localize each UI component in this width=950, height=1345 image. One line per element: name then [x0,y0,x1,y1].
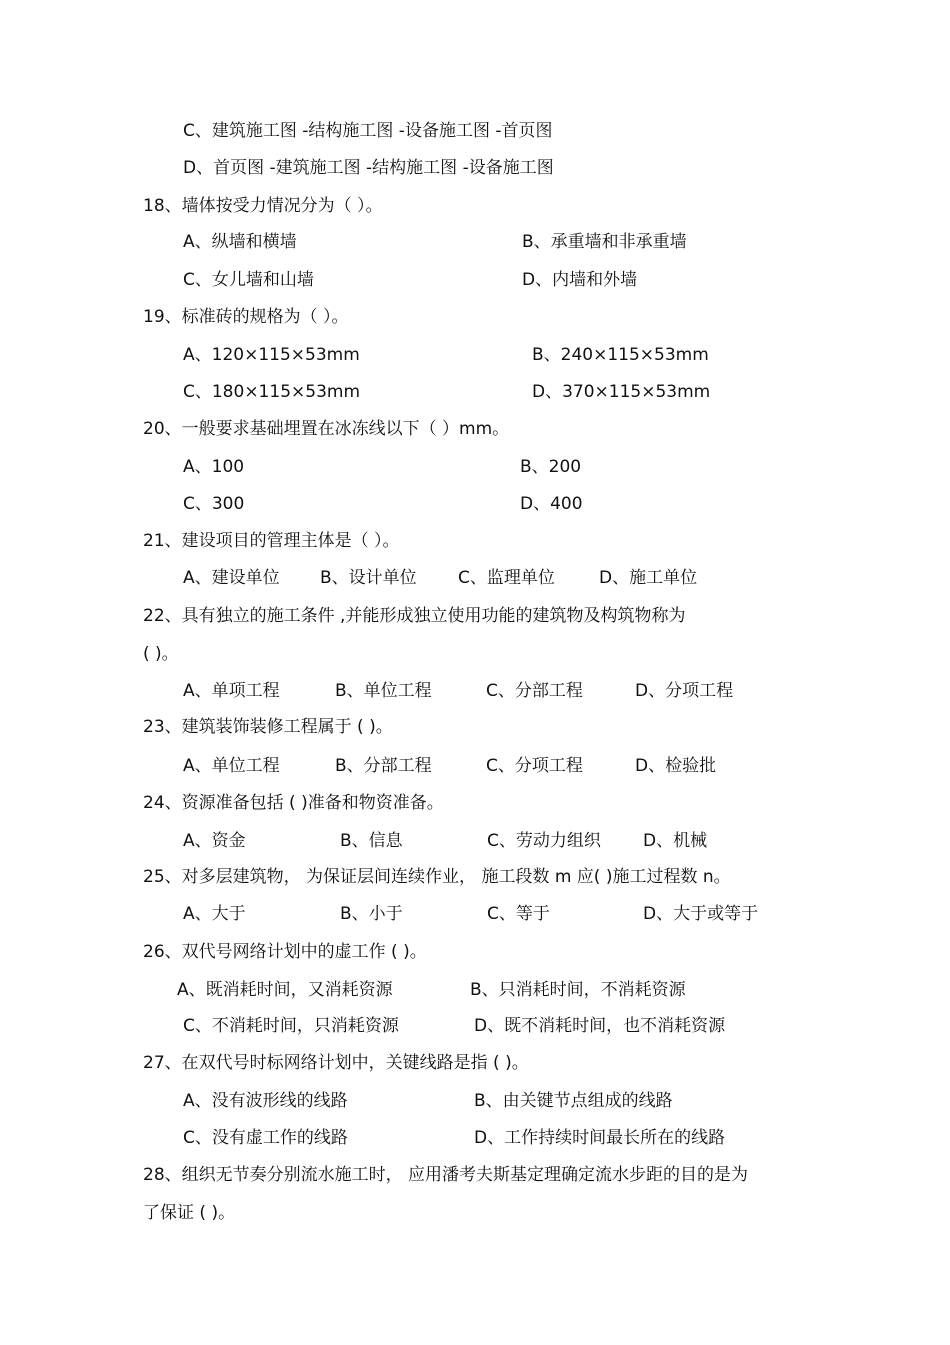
q24-option-a: A、资金 [183,831,246,851]
q23-option-a: A、单位工程 [183,756,280,776]
q25-option-d: D、大于或等于 [643,904,759,924]
q24-option-d: D、机械 [643,831,708,851]
option-c-prev: C、建筑施工图 -结构施工图 -设备施工图 -首页图 [183,121,553,141]
q25-option-a: A、大于 [183,904,246,924]
question-26-stem: 26、双代号网络计划中的虚工作 ( )。 [143,942,427,962]
option-d-prev: D、首页图 -建筑施工图 -结构施工图 -设备施工图 [183,158,554,178]
q19-option-d: D、370×115×53mm [532,382,711,402]
question-24-stem: 24、资源准备包括 ( )准备和物资准备。 [143,793,444,813]
q25-option-c: C、等于 [487,904,550,924]
q23-option-c: C、分项工程 [486,756,583,776]
q23-option-b: B、分部工程 [335,756,432,776]
q27-option-d: D、工作持续时间最长所在的线路 [474,1128,726,1148]
q23-option-d: D、检验批 [635,756,717,776]
q20-option-c: C、300 [183,494,245,514]
q22-option-c: C、分部工程 [486,681,583,701]
question-25-stem: 25、对多层建筑物， 为保证层间连续作业， 施工段数 m 应( )施工过程数 n。 [143,867,731,887]
q21-option-d: D、施工单位 [599,568,698,588]
q19-option-a: A、120×115×53mm [183,345,360,365]
q22-option-b: B、单位工程 [335,681,432,701]
q18-option-a: A、纵墙和横墙 [183,232,297,252]
question-20-stem: 20、一般要求基础埋置在冰冻线以下（ ）mm。 [143,419,510,439]
q22-option-a: A、单项工程 [183,681,280,701]
q20-option-a: A、100 [183,457,245,477]
question-28-stem-cont: 了保证 ( )。 [143,1203,236,1223]
question-19-stem: 19、标准砖的规格为（ ）。 [143,307,349,327]
question-27-stem: 27、在双代号时标网络计划中，关键线路是指 ( )。 [143,1053,529,1073]
question-22-stem: 22、具有独立的施工条件 ,并能形成独立使用功能的建筑物及构筑物称为 [143,606,686,626]
q19-option-b: B、240×115×53mm [532,345,709,365]
q18-option-b: B、承重墙和非承重墙 [522,232,687,252]
q26-option-d: D、既不消耗时间，也不消耗资源 [474,1016,726,1036]
q24-option-c: C、劳动力组织 [487,831,601,851]
q19-option-c: C、180×115×53mm [183,382,361,402]
q26-option-c: C、不消耗时间，只消耗资源 [183,1016,399,1036]
q27-option-b: B、由关键节点组成的线路 [474,1091,673,1111]
q21-option-a: A、建设单位 [183,568,280,588]
q21-option-c: C、监理单位 [458,568,555,588]
q24-option-b: B、信息 [340,831,403,851]
q18-option-d: D、内墙和外墙 [522,270,638,290]
q25-option-b: B、小于 [340,904,403,924]
q27-option-a: A、没有波形线的线路 [183,1091,348,1111]
q27-option-c: C、没有虚工作的线路 [183,1128,348,1148]
q20-option-d: D、400 [520,494,583,514]
q26-option-b: B、只消耗时间，不消耗资源 [470,980,686,1000]
question-18-stem: 18、墙体按受力情况分为（ ）。 [143,196,383,216]
q20-option-b: B、200 [520,457,582,477]
question-23-stem: 23、建筑装饰装修工程属于 ( )。 [143,717,393,737]
question-21-stem: 21、建设项目的管理主体是（ ）。 [143,531,400,551]
q21-option-b: B、设计单位 [320,568,417,588]
q22-option-d: D、分项工程 [635,681,734,701]
q26-option-a: A、既消耗时间，又消耗资源 [177,980,393,1000]
q18-option-c: C、女儿墙和山墙 [183,270,314,290]
question-22-stem-cont: ( )。 [143,644,179,664]
question-28-stem: 28、组织无节奏分别流水施工时， 应用潘考夫斯基定理确定流水步距的目的是为 [143,1165,749,1185]
